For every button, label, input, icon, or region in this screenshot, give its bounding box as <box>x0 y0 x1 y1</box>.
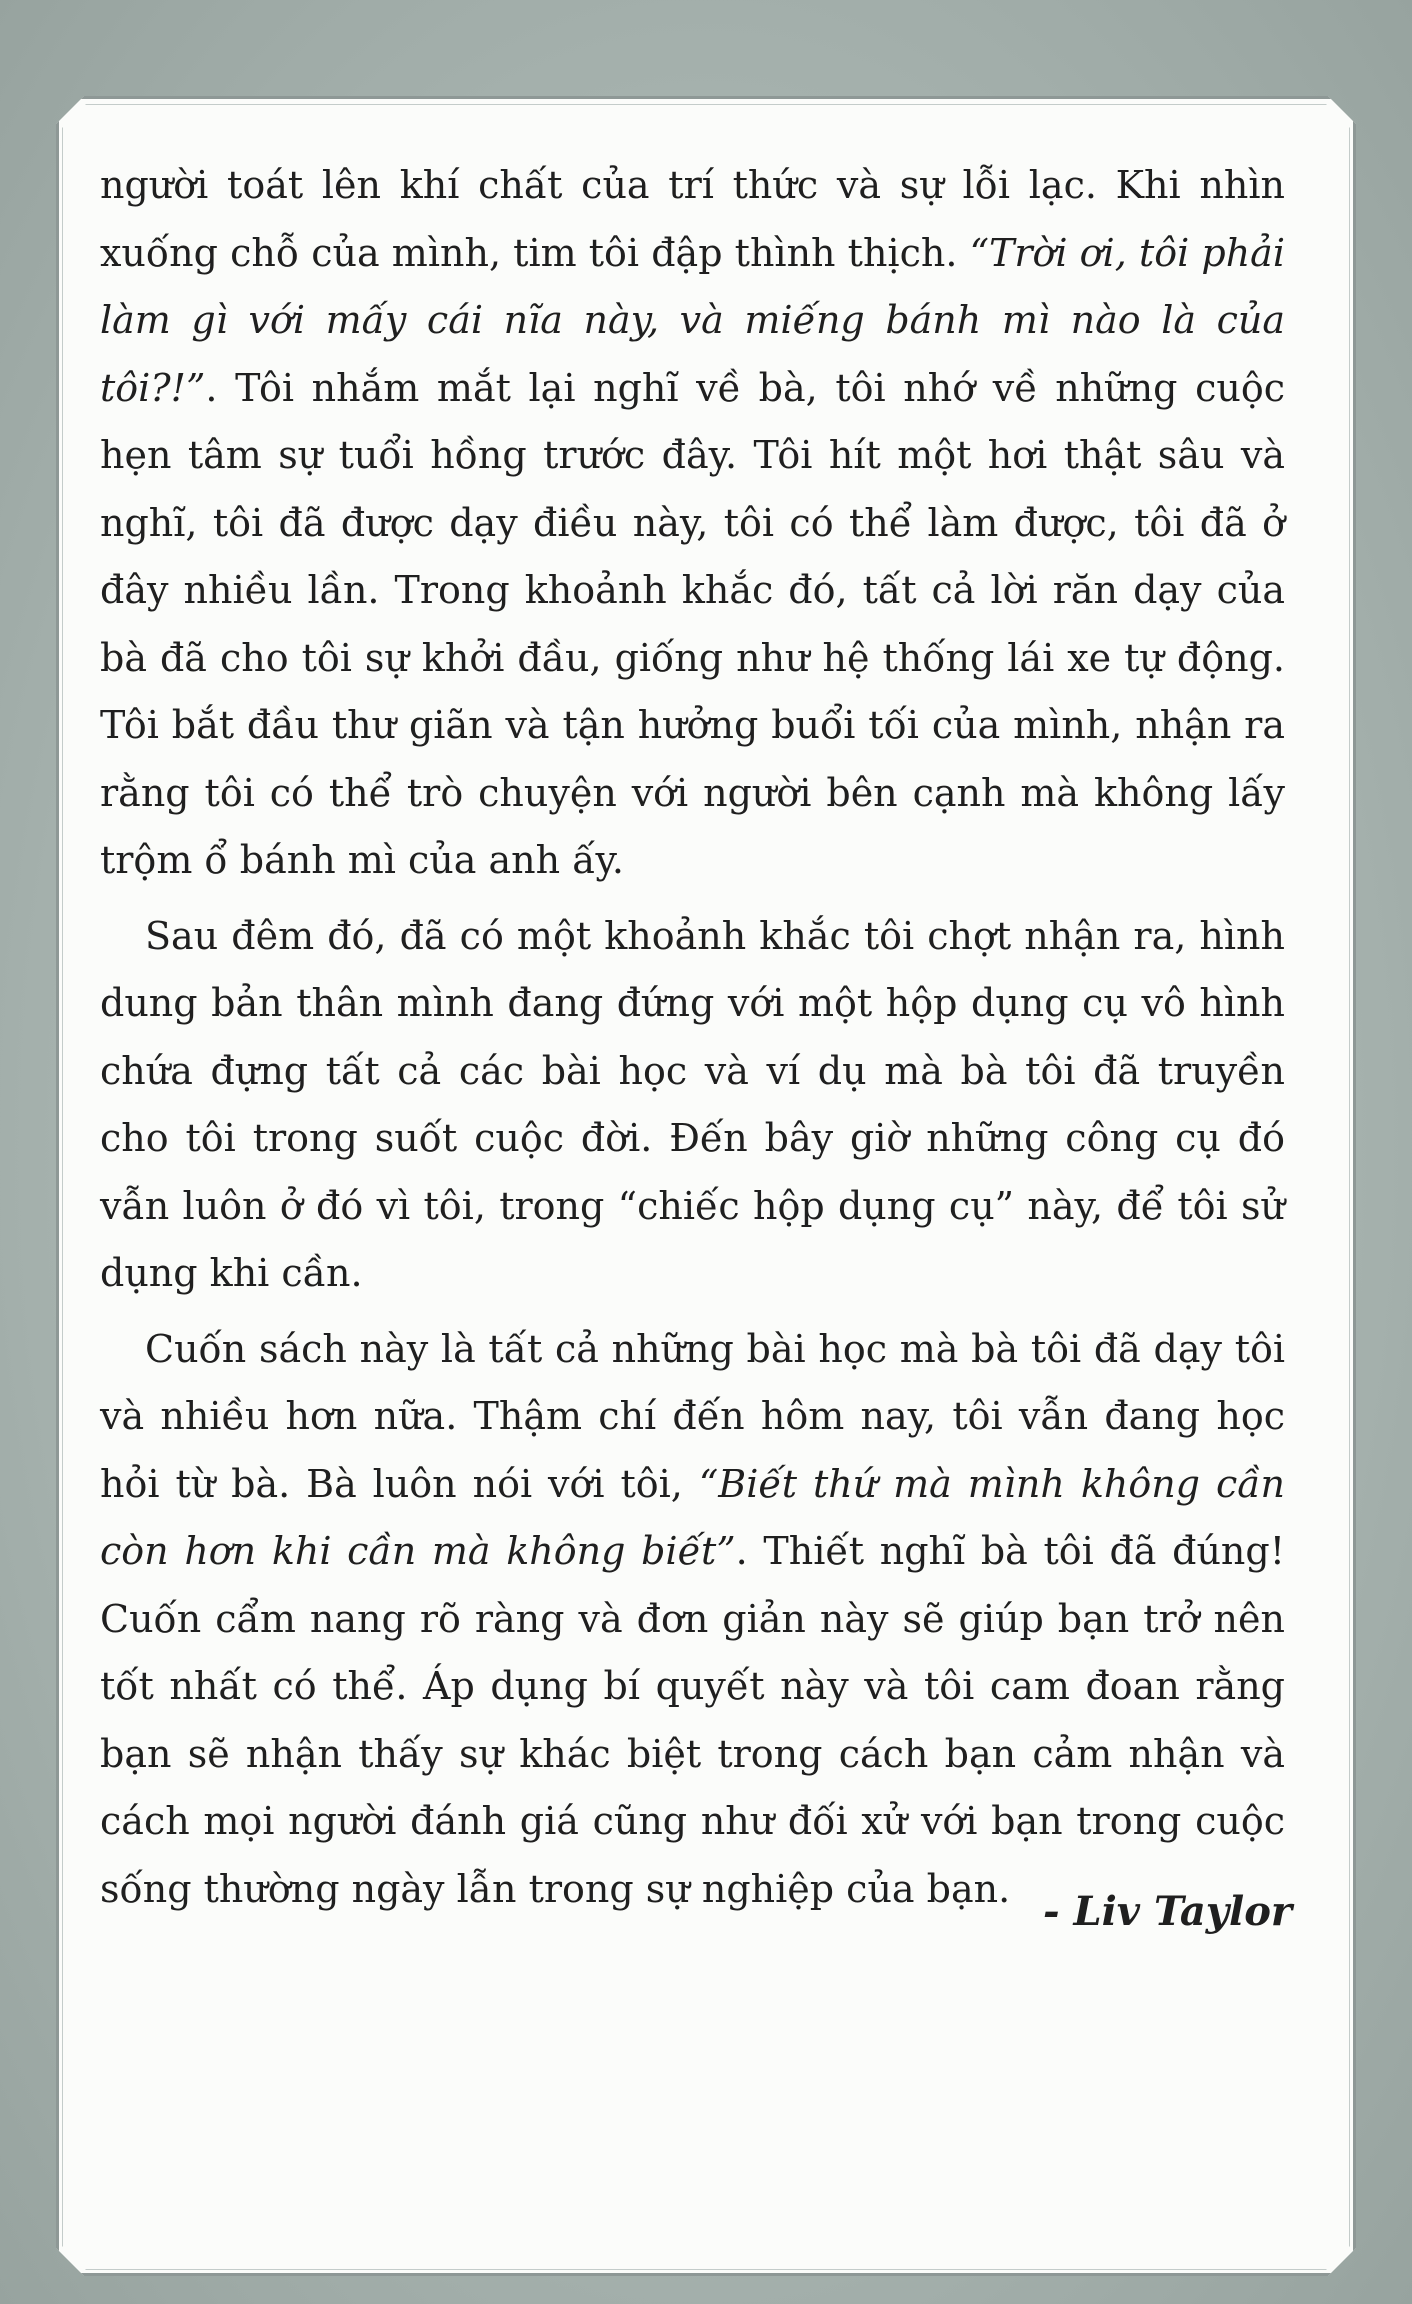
paragraph-2: Sau đêm đó, đã có một khoảnh khắc tôi chợt nhận ra, hình dung bản thân mình đang đứng với một hộp dụng cụ vô hình chứa đựng tất cả các bài học và ví dụ mà bà tôi đã truyền cho tôi trong suốt cuộc đời. Đến bây giờ những công cụ đó vẫn luôn ở đó vì tôi, trong “chiếc hộp dụng cụ” này, để tôi sử dụng khi cần. <box>100 913 1285 1295</box>
paragraph-3-part-1: Cuốn sách này là tất cả những bài học mà bà tôi đã dạy tôi và nhiều hơn nữa. Thậm chí đến hôm nay, tôi vẫn đang học hỏi từ bà. Bà luôn nói với tôi, <box>100 1326 1285 1506</box>
paragraph-1-part-1: người toát lên khí chất của trí thức và sự lỗi lạc. Khi nhìn xuống chỗ của mình, tim tôi đập thình thịch. <box>100 163 1285 275</box>
author-signature: - Liv Taylor <box>1042 1888 1292 1935</box>
paragraph-1-part-2: . Tôi nhắm mắt lại nghĩ về bà, tôi nhớ về những cuộc hẹn tâm sự tuổi hồng trước đây. Tôi hít một hơi thật sâu và nghĩ, tôi đã được dạy điều này, tôi có thể làm được, tôi đã ở đây nhiều lần. Trong khoảnh khắc đó, tất cả lời răn dạy của bà đã cho tôi sự khởi đầu, giống như hệ thống lái xe tự động. Tôi bắt đầu thư giãn và tận hưởng buổi tối của mình, nhận ra rằng tôi có thể trò chuyện với người bên cạnh mà không lấy trộm ổ bánh mì của anh ấy. <box>100 365 1285 882</box>
body-text <box>100 152 1285 1931</box>
paragraph-3-quote: “Biết thứ mà mình không cần còn hơn khi cần mà không biết” <box>100 1461 1285 1573</box>
paragraph-1-quote: “Trời ơi, tôi phải làm gì với mấy cái nĩa này, và miếng bánh mì nào là của tôi?!” <box>100 230 1285 410</box>
paragraph-3 <box>100 1316 1285 1924</box>
paragraph-3-part-2: . Thiết nghĩ bà tôi đã đúng! Cuốn cẩm nang rõ ràng và đơn giản này sẽ giúp bạn trở nên tốt nhất có thể. Áp dụng bí quyết này và tôi cam đoan rằng bạn sẽ nhận thấy sự khác biệt trong cách bạn cảm nhận và cách mọi người đánh giá cũng như đối xử với bạn trong cuộc sống thường ngày lẫn trong sự nghiệp của bạn. <box>100 1529 1285 1911</box>
paragraph-1 <box>100 152 1285 895</box>
